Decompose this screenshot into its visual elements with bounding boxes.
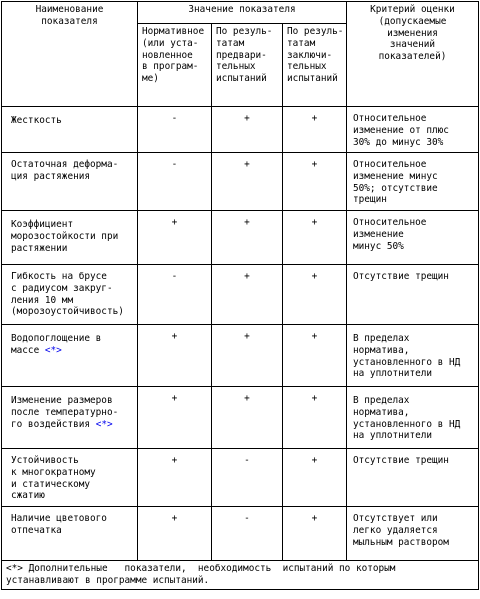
- indicator-name-cell: [2, 153, 138, 211]
- indicator-name-line: к многократному: [11, 466, 96, 478]
- criterion-line: изменение от плюс: [353, 124, 449, 136]
- criterion-line: легко удаляется: [353, 524, 438, 536]
- preliminary-value-cell: +: [212, 211, 283, 265]
- criterion-line: Отсутствует или: [353, 513, 438, 524]
- subheader-line: испытаний: [287, 73, 338, 85]
- indicator-name-cell: [2, 211, 138, 265]
- final-value-cell: +: [283, 325, 347, 387]
- indicator-name-line: Устойчивость: [11, 455, 79, 466]
- footnote-line: устанавливают в программе испытаний.: [6, 574, 210, 586]
- header-name-cell: [2, 2, 138, 107]
- criterion-line: установленного в НД: [353, 418, 461, 430]
- subheader-line: Нормативное: [142, 26, 205, 37]
- preliminary-value-cell: -: [212, 507, 283, 561]
- criterion-line: Отсутствие трещин: [353, 455, 449, 466]
- indicator-name-cell: [2, 325, 138, 387]
- indicator-name-line: морозостойкости при: [11, 230, 119, 242]
- normative-value-cell: +: [138, 507, 212, 561]
- criterion-line: минус 50%: [353, 240, 404, 252]
- footnote-line: <*> Дополнительные показатели, необходимость испытаний по которым: [6, 563, 396, 574]
- final-value-cell: +: [283, 107, 347, 153]
- indicator-name-line: Коэффициент: [11, 219, 74, 230]
- indicator-name-line: и статическому: [11, 478, 91, 490]
- criterion-line: 30% до минус 30%: [353, 136, 444, 148]
- indicator-name-line: Жесткость: [11, 115, 62, 126]
- header-criterion-line: значений: [389, 39, 436, 51]
- indicator-name-line: Водопоглощение в: [11, 333, 102, 344]
- criterion-cell: [347, 325, 479, 387]
- footnote-reference[interactable]: <*>: [44, 344, 62, 356]
- normative-value-cell: -: [138, 107, 212, 153]
- indicator-name-line: отпечатка: [11, 524, 62, 536]
- indicator-name-line: (морозоустойчивость): [11, 306, 124, 318]
- table-row: [2, 107, 479, 153]
- subheader-normative-cell: [138, 24, 212, 107]
- subheader-line: По резуль-: [287, 26, 344, 37]
- requirements-table: [1, 1, 479, 590]
- criterion-line: Относительное: [353, 217, 427, 228]
- criterion-line: норматива,: [353, 344, 410, 356]
- subheader-preliminary-cell: [212, 24, 283, 107]
- indicator-name-line: после температурно-: [11, 406, 119, 418]
- table-row: [2, 325, 479, 387]
- criterion-cell: [347, 387, 479, 449]
- header-value-group-cell: [138, 2, 347, 24]
- header-name-line: Наименование: [35, 4, 104, 15]
- footnote-reference[interactable]: <*>: [95, 418, 113, 430]
- preliminary-value-cell: +: [212, 387, 283, 449]
- criterion-line: В пределах: [353, 395, 410, 406]
- criterion-line: изменение минус: [353, 170, 438, 182]
- criterion-line: изменение: [353, 228, 404, 240]
- indicator-name-line: с радиусом закруг-: [11, 282, 113, 294]
- subheader-line: татам: [287, 37, 316, 49]
- subheader-line: тельных: [216, 61, 256, 73]
- indicator-name-cell: [2, 265, 138, 325]
- preliminary-value-cell: +: [212, 107, 283, 153]
- header-row: [2, 2, 479, 24]
- final-value-cell: +: [283, 449, 347, 507]
- normative-value-cell: +: [138, 211, 212, 265]
- final-value-cell: +: [283, 265, 347, 325]
- criterion-line: установленного в НД: [353, 356, 461, 368]
- criterion-line: Отсутствие трещин: [353, 271, 449, 282]
- preliminary-value-cell: -: [212, 449, 283, 507]
- subheader-line: испытаний: [216, 73, 267, 85]
- criterion-cell: [347, 153, 479, 211]
- header-criterion-line: Критерий оценки: [370, 4, 455, 15]
- criterion-cell: [347, 211, 479, 265]
- indicator-name-line: ления 10 мм: [11, 294, 74, 306]
- criterion-line: норматива,: [353, 406, 410, 418]
- header-name-line: показателя: [41, 15, 98, 27]
- indicator-name-line: Наличие цветового: [11, 513, 107, 524]
- final-value-cell: +: [283, 211, 347, 265]
- indicator-name-cell: [2, 449, 138, 507]
- indicator-name-cell: [2, 387, 138, 449]
- indicator-name-line: ция растяжения: [11, 170, 91, 182]
- table-row: [2, 265, 479, 325]
- table-row: [2, 507, 479, 561]
- criterion-line: 50%; отсутствие: [353, 182, 438, 194]
- criterion-cell: [347, 449, 479, 507]
- criterion-line: Относительное: [353, 113, 427, 124]
- criterion-cell: [347, 107, 479, 153]
- indicator-name-line: Остаточная деформа-: [11, 159, 119, 170]
- criterion-line: на уплотнители: [353, 430, 433, 442]
- indicator-name-line: сжатию: [11, 490, 45, 502]
- table-row: [2, 153, 479, 211]
- subheader-line: предвари-: [216, 49, 267, 61]
- footnote-row: [2, 561, 479, 590]
- preliminary-value-cell: +: [212, 153, 283, 211]
- criterion-line: В пределах: [353, 333, 410, 344]
- criterion-cell: [347, 507, 479, 561]
- indicator-name-line: массе: [11, 344, 40, 356]
- final-value-cell: +: [283, 507, 347, 561]
- header-criterion-line: (допускаемые: [378, 15, 447, 27]
- normative-value-cell: +: [138, 449, 212, 507]
- indicator-name-line: растяжении: [11, 242, 68, 254]
- table-row: [2, 449, 479, 507]
- table-row: [2, 211, 479, 265]
- footnote-cell: [2, 561, 479, 590]
- final-value-cell: +: [283, 153, 347, 211]
- subheader-line: тельных: [287, 61, 327, 73]
- subheader-line: (или уста-: [142, 37, 199, 49]
- criterion-line: мыльным раствором: [353, 536, 449, 548]
- normative-value-cell: -: [138, 265, 212, 325]
- header-criterion-line: показателей): [378, 51, 447, 63]
- subheader-line: татам: [216, 37, 245, 49]
- subheader-line: новленное: [142, 49, 193, 61]
- subheader-line: По резуль-: [216, 26, 273, 37]
- subheader-line: ме): [142, 73, 159, 85]
- header-criterion-line: изменения: [387, 27, 438, 39]
- preliminary-value-cell: +: [212, 325, 283, 387]
- normative-value-cell: +: [138, 387, 212, 449]
- indicator-name-cell: [2, 107, 138, 153]
- subheader-line: в програм-: [142, 61, 199, 73]
- criterion-cell: [347, 265, 479, 325]
- final-value-cell: +: [283, 387, 347, 449]
- preliminary-value-cell: +: [212, 265, 283, 325]
- subheader-final-cell: [283, 24, 347, 107]
- indicator-name-line: Гибкость на брусе: [11, 271, 107, 282]
- criterion-line: Относительное: [353, 159, 427, 170]
- indicator-name-line: Изменение размеров: [11, 395, 113, 406]
- criterion-line: трещин: [353, 194, 387, 206]
- header-criterion-cell: [347, 2, 479, 107]
- normative-value-cell: +: [138, 325, 212, 387]
- indicator-name-cell: [2, 507, 138, 561]
- criterion-line: на уплотнители: [353, 368, 433, 380]
- indicator-name-line: го воздействия: [11, 418, 91, 430]
- subheader-line: заключи-: [287, 49, 333, 61]
- header-value-group-label: Значение показателя: [188, 4, 296, 15]
- table-row: [2, 387, 479, 449]
- normative-value-cell: -: [138, 153, 212, 211]
